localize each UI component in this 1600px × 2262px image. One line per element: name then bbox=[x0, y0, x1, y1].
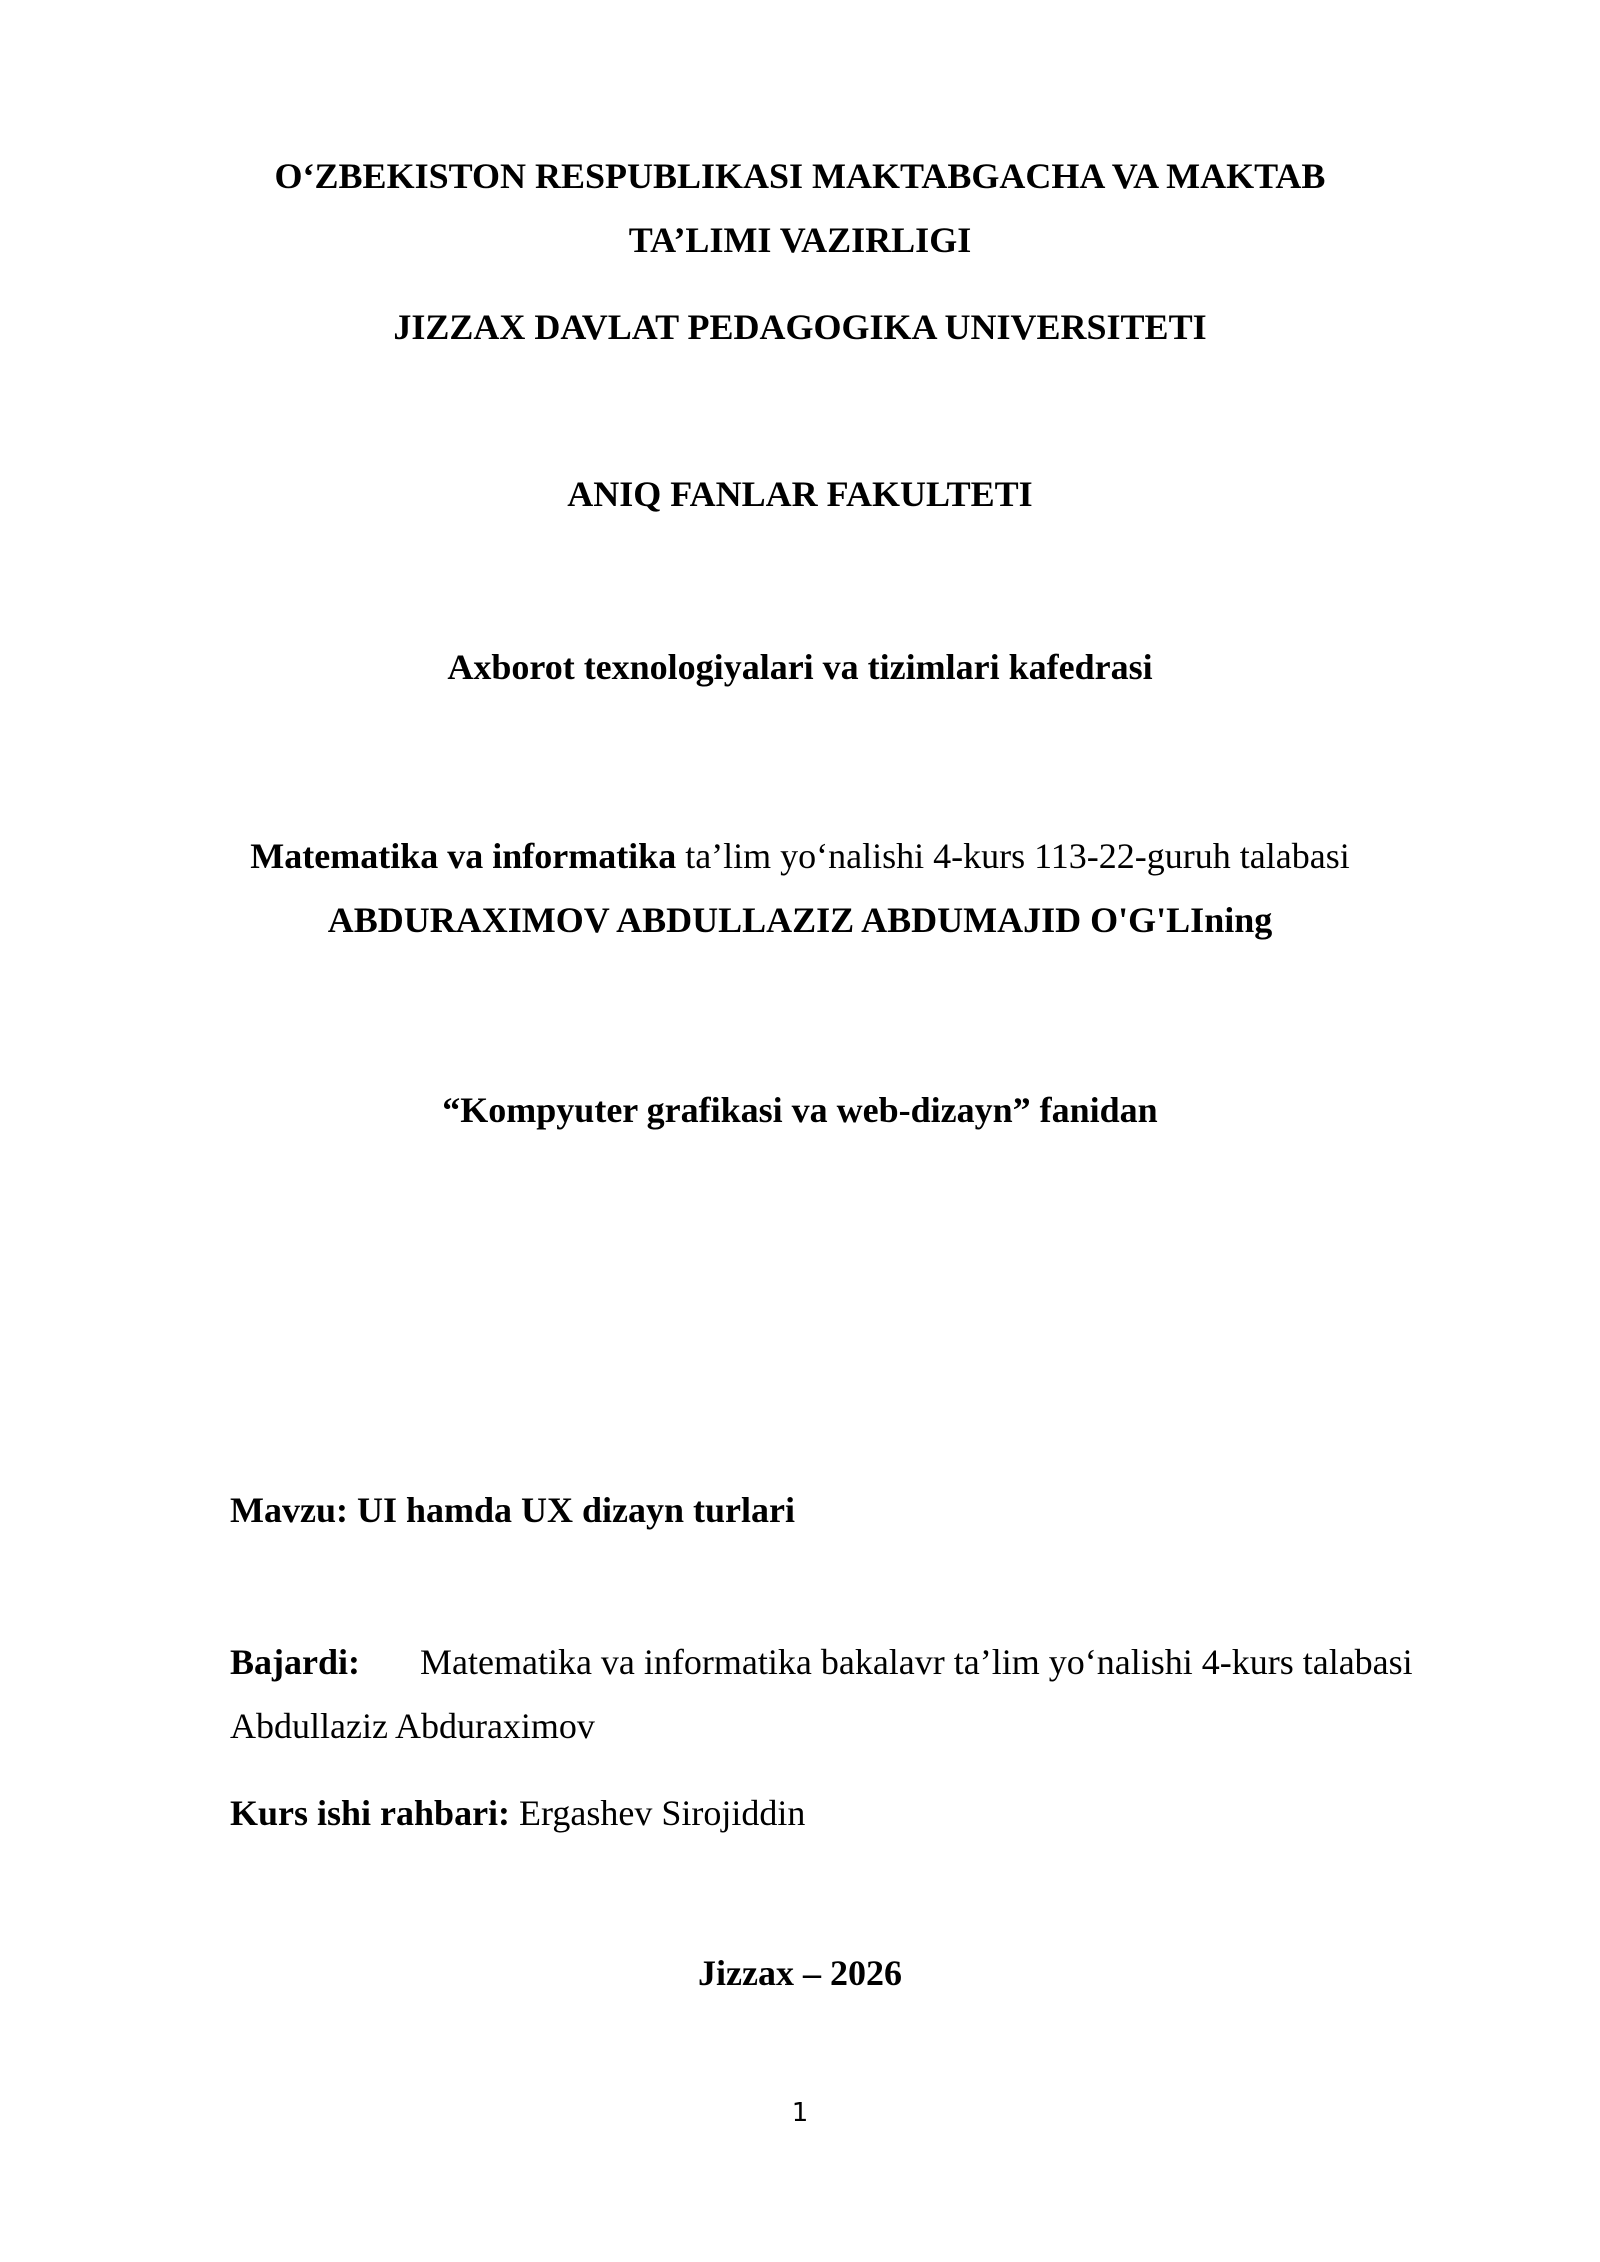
program-details: ta’lim yo‘nalishi 4-kurs 113-22-guruh talabasi bbox=[676, 836, 1350, 876]
ministry-line-1: O‘ZBEKISTON RESPUBLIKASI MAKTABGACHA VA MAKTAB bbox=[274, 156, 1326, 196]
department-name: Axborot texnologiyalari va tizimlari kafedrasi bbox=[447, 647, 1153, 687]
topic-label: Mavzu: bbox=[230, 1490, 348, 1530]
performed-label: Bajardi: bbox=[230, 1642, 360, 1682]
performed-value: Matematika va informatika bakalavr ta’lim yo‘nalishi 4-kurs talabasi bbox=[420, 1642, 1413, 1682]
ministry-line-2: TA’LIMI VAZIRLIGI bbox=[628, 220, 972, 260]
student-name: ABDURAXIMOV ABDULLAZIZ ABDUMAJID O'G'LIning bbox=[327, 900, 1273, 940]
page-number: 1 bbox=[791, 2098, 809, 2128]
place-year: Jizzax – 2026 bbox=[698, 1953, 902, 1993]
supervisor-label: Kurs ishi rahbari: bbox=[230, 1793, 511, 1833]
student-program-line bbox=[0, 834, 1600, 878]
performed-student-name: Abdullaziz Abduraximov bbox=[230, 1706, 595, 1746]
subject-title: “Kompyuter grafikasi va web-dizayn” fanidan bbox=[442, 1090, 1158, 1130]
topic-value: UI hamda UX dizayn turlari bbox=[347, 1490, 795, 1530]
supervisor-line bbox=[230, 1791, 805, 1835]
topic-line bbox=[230, 1488, 795, 1532]
university-name: JIZZAX DAVLAT PEDAGOGIKA UNIVERSITETI bbox=[393, 307, 1207, 347]
program-name: Matematika va informatika bbox=[250, 836, 677, 876]
faculty-name: ANIQ FANLAR FAKULTETI bbox=[567, 474, 1033, 514]
performed-line bbox=[230, 1640, 1413, 1684]
supervisor-name: Ergashev Sirojiddin bbox=[510, 1793, 806, 1833]
